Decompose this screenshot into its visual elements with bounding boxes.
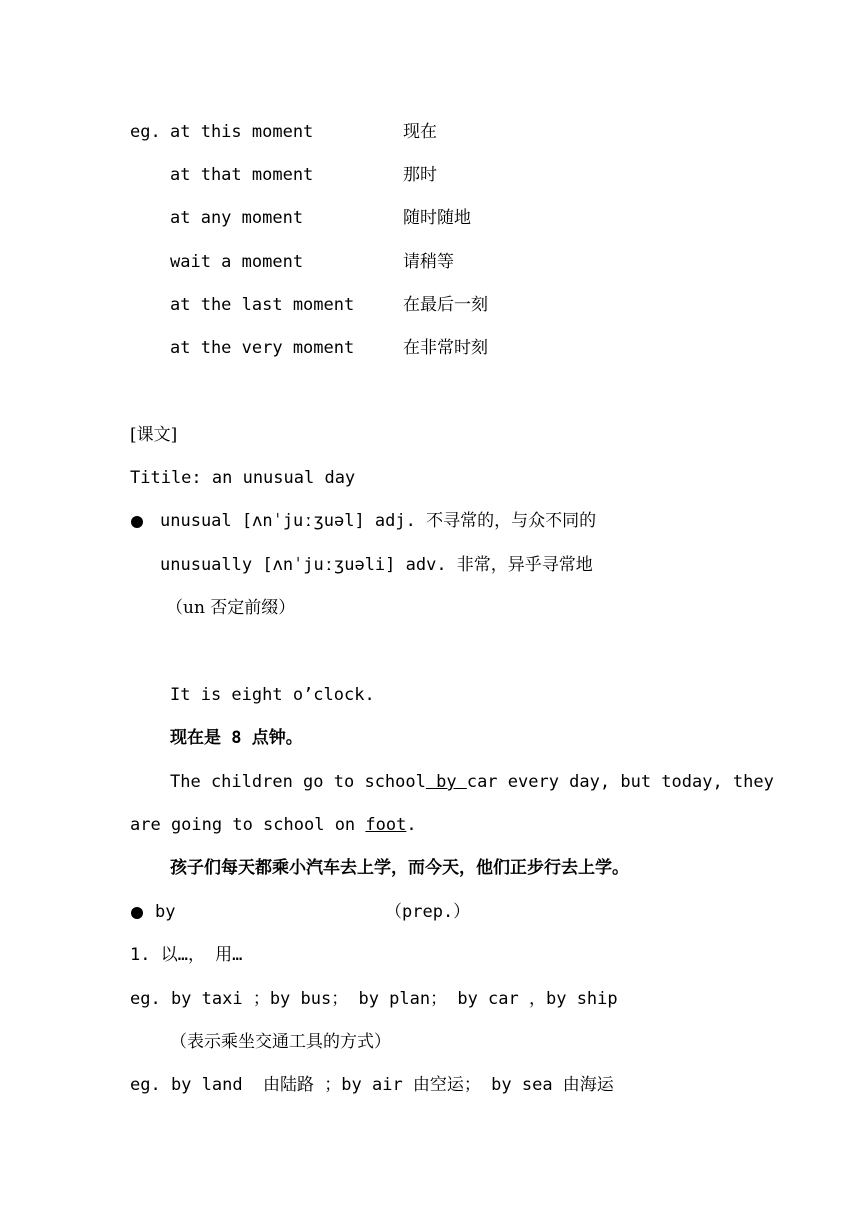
phrase-zh-2: 那时 [403,165,437,185]
passage-line2 [170,771,774,793]
passage-line3 [130,814,417,836]
by-pos: （prep.） [385,902,471,922]
phrase-en-3: at any moment [170,208,304,228]
phrase-en-5: at the last moment [170,295,355,315]
underlined-by: by [425,772,467,792]
vocab-unusual: unusual [ʌnˈjuːʒuəl] adj. 不寻常的，与众不同的 [160,511,597,531]
phrase-zh-3: 随时随地 [403,208,471,228]
passage-line3-b: . [406,815,417,835]
phrase-en-1: at this moment [170,122,314,142]
phrase-en-6: at the very moment [170,338,355,358]
by-sense-1: 1. 以…， 用… [130,945,243,965]
by-note-1: （表示乘坐交通工具的方式） [170,1032,391,1052]
section-heading: [课文] [130,425,178,445]
phrase-en-4: wait a moment [170,252,304,272]
passage-line1-zh: 现在是 8 点钟。 [170,728,303,748]
eg-label: eg. [130,122,161,142]
passage-line1-en: It is eight o’clock. [170,685,375,705]
passage-line2-a: The children go to school [170,772,426,792]
bullet-by [131,907,143,919]
passage-line2-zh: 孩子们每天都乘小汽车去上学，而今天，他们正步行去上学。 [170,858,629,878]
by-word: by [155,902,176,922]
underlined-foot: foot [365,815,407,835]
passage-line2-b: car every day, but today, they [466,772,774,792]
by-example-1: eg. by taxi ；by bus； by plan； by car ，by ship [130,989,618,1009]
phrase-en-2: at that moment [170,165,314,185]
phrase-zh-1: 现在 [403,122,437,142]
phrase-zh-5: 在最后一刻 [403,295,488,315]
vocab-unusually: unusually [ʌnˈjuːʒuəli] adv. 非常，异乎寻常地 [160,555,593,575]
passage-line3-a: are going to school on [130,815,366,835]
by-example-2: eg. by land 由陆路 ；by air 由空运； by sea 由海运 [130,1075,614,1095]
vocab-note: （un 否定前缀） [166,598,296,618]
phrase-zh-6: 在非常时刻 [403,338,488,358]
lesson-title: Titile: an unusual day [130,468,356,488]
phrase-zh-4: 请稍等 [403,252,454,272]
bullet-unusual [131,516,143,528]
